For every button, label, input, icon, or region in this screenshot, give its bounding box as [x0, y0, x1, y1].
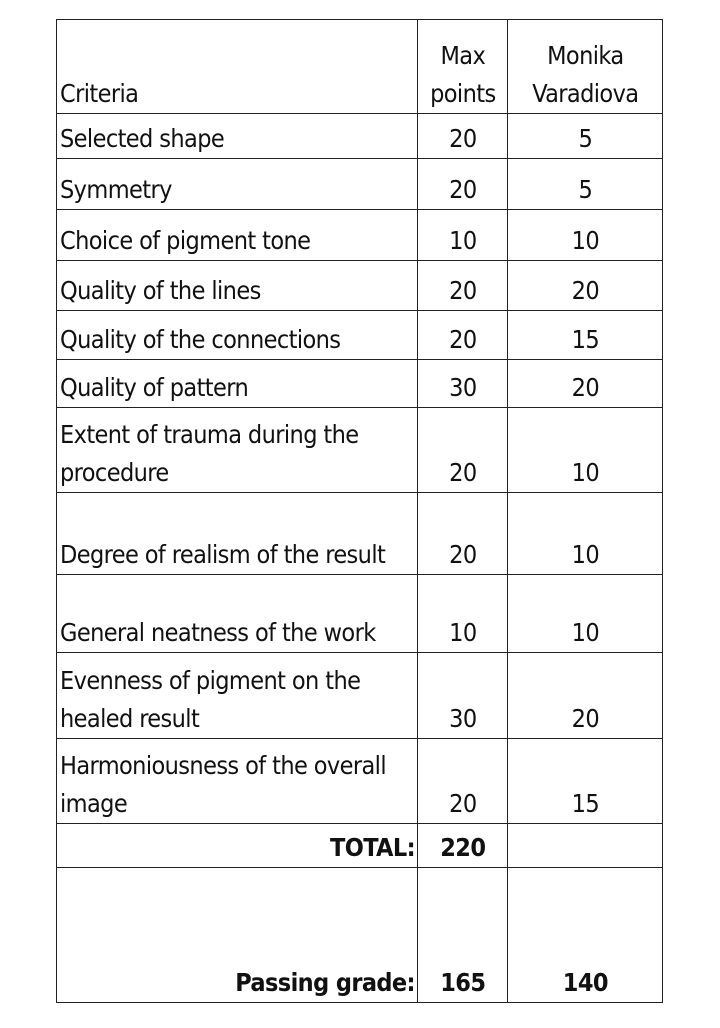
criteria-cell: Choice of pigment tone [57, 210, 418, 261]
max-points-header-line1: Max [440, 41, 486, 70]
max-points-cell: 20 [417, 739, 507, 824]
total-max-points: 220 [417, 824, 507, 868]
max-points-header-line2: points [430, 79, 496, 108]
criteria-cell: Quality of pattern [57, 360, 418, 408]
score-cell: 20 [507, 261, 662, 311]
max-points-cell: 20 [417, 311, 507, 360]
score-cell: 15 [507, 311, 662, 360]
score-cell: 10 [507, 575, 662, 653]
total-label: TOTAL: [57, 824, 418, 868]
max-points-cell: 20 [417, 159, 507, 210]
score-cell: 5 [507, 114, 662, 159]
criteria-cell: Quality of the connections [57, 311, 418, 360]
score-cell: 20 [507, 360, 662, 408]
table-row [57, 311, 663, 360]
total-row [57, 824, 663, 868]
criteria-cell: Selected shape [57, 114, 418, 159]
table-row [57, 408, 663, 493]
criteria-cell: Harmoniousness of the overall image [57, 739, 418, 824]
table-row [57, 493, 663, 575]
criteria-cell: Extent of trauma during the procedure [57, 408, 418, 493]
table-row [57, 114, 663, 159]
table-row [57, 261, 663, 311]
max-points-cell: 10 [417, 575, 507, 653]
score-cell: 15 [507, 739, 662, 824]
passing-grade-label: Passing grade: [57, 868, 418, 1003]
max-points-cell: 30 [417, 653, 507, 739]
criteria-header [57, 20, 418, 114]
candidate-header-line1: Monika [547, 41, 624, 70]
max-points-cell: 20 [417, 114, 507, 159]
score-cell: 20 [507, 653, 662, 739]
candidate-header [507, 20, 662, 114]
table-row [57, 739, 663, 824]
table-row [57, 360, 663, 408]
score-cell: 5 [507, 159, 662, 210]
criteria-cell: Quality of the lines [57, 261, 418, 311]
passing-grade-score: 140 [507, 868, 662, 1003]
criteria-cell: Symmetry [57, 159, 418, 210]
max-points-cell: 20 [417, 408, 507, 493]
score-table [56, 19, 663, 1003]
candidate-header-line2: Varadiova [532, 79, 639, 108]
table-row [57, 210, 663, 261]
criteria-cell: General neatness of the work [57, 575, 418, 653]
score-cell: 10 [507, 210, 662, 261]
max-points-cell: 20 [417, 261, 507, 311]
criteria-cell: Evenness of pigment on the healed result [57, 653, 418, 739]
table-row [57, 575, 663, 653]
table-row [57, 159, 663, 210]
max-points-header [417, 20, 507, 114]
passing-grade-max: 165 [417, 868, 507, 1003]
max-points-cell: 30 [417, 360, 507, 408]
max-points-cell: 20 [417, 493, 507, 575]
score-cell: 10 [507, 493, 662, 575]
passing-grade-row [57, 868, 663, 1003]
max-points-cell: 10 [417, 210, 507, 261]
criteria-cell: Degree of realism of the result [57, 493, 418, 575]
total-score [507, 824, 662, 868]
table-row [57, 653, 663, 739]
criteria-header-label: Criteria [60, 79, 139, 108]
score-cell: 10 [507, 408, 662, 493]
header-row [57, 20, 663, 114]
